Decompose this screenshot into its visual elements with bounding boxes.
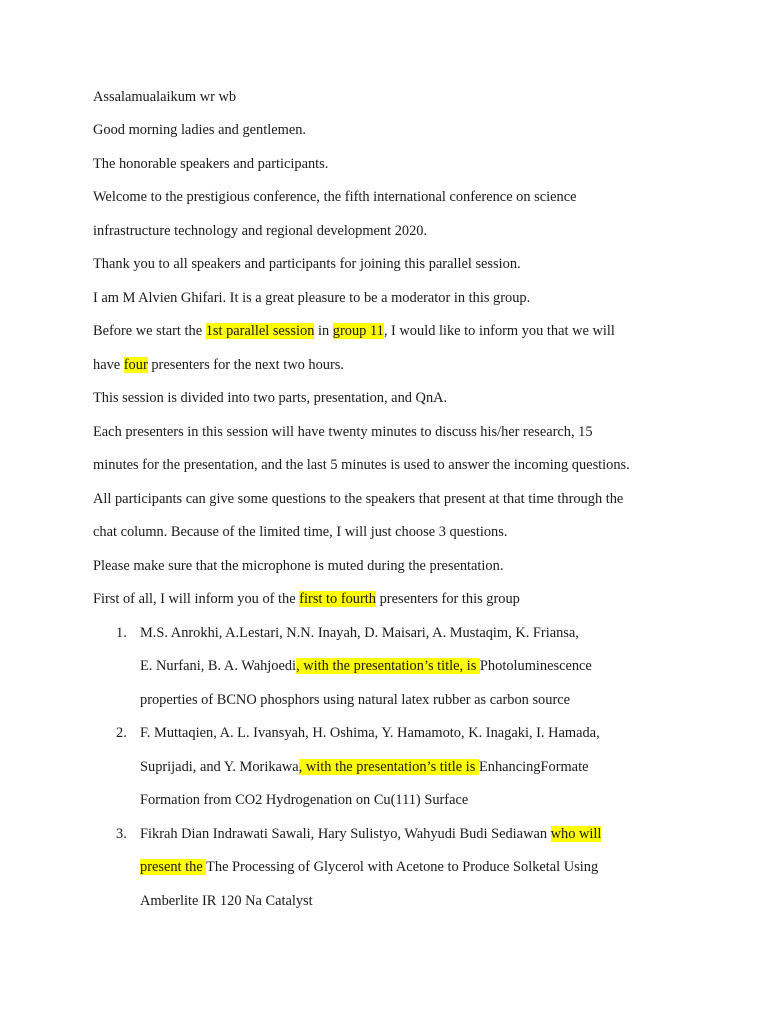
presenter-3-title-end: Amberlite IR 120 Na Catalyst (140, 893, 313, 909)
presenter-2-title-end: Formation from CO2 Hydrogenation on Cu(111) Surface (140, 792, 469, 808)
presenters-text: presenters for the next two hours. (147, 357, 344, 373)
good-morning-line: Good morning ladies and gentlemen. (93, 122, 307, 138)
welcome-line-1: Welcome to the prestigious conference, the fifth international conference on science (93, 189, 577, 205)
highlight-first-to-fourth: first to fourth (299, 591, 376, 607)
participants-line-2: chat column. Because of the limited time, I will just choose 3 questions. (93, 524, 508, 540)
presenter-1-authors-line: M.S. Anrokhi, A.Lestari, N.N. Inayah, D. Maisari, A. Mustaqim, K. Friansa, (140, 625, 579, 641)
highlight-who-will: who will (550, 826, 602, 842)
presenter-3-title-start: The Processing of Glycerol with Acetone to Produce Solketal Using (206, 859, 599, 875)
highlight-group: group 11 (332, 323, 384, 339)
highlight-present-the: present the (140, 859, 207, 875)
have-text: have (93, 357, 124, 373)
presenter-2-title-line (140, 758, 588, 776)
list-number: 2. (116, 725, 127, 741)
honorable-line: The honorable speakers and participants. (93, 156, 329, 172)
highlight-title-phrase: , with the presentation’s title is (298, 759, 479, 775)
highlight-parallel-session: 1st parallel session (205, 323, 315, 339)
presenter-1-authors-end: E. Nurfani, B. A. Wahjoedi (140, 658, 297, 674)
presenter-1-title-line (140, 657, 592, 675)
first-text-b: presenters for this group (376, 591, 520, 607)
session-divided-line: This session is divided into two parts, presentation, and QnA. (93, 390, 448, 406)
first-of-all-line (93, 590, 520, 608)
before-start-line-2 (93, 356, 344, 374)
each-presenter-line-1: Each presenters in this session will have twenty minutes to discuss his/her research, 15 (93, 424, 593, 440)
highlight-four: four (123, 357, 148, 373)
first-text-a: First of all, I will inform you of the (93, 591, 300, 607)
microphone-line: Please make sure that the microphone is muted during the presentation. (93, 558, 504, 574)
presenter-2-authors-end: Suprijadi, and Y. Morikawa (140, 759, 299, 775)
each-presenter-line-2: minutes for the presentation, and the last 5 minutes is used to answer the incoming questions. (93, 457, 630, 473)
list-number: 1. (116, 625, 127, 641)
greeting-line: Assalamualaikum wr wb (93, 89, 237, 105)
welcome-line-2: infrastructure technology and regional development 2020. (93, 223, 428, 239)
participants-line-1: All participants can give some questions to the speakers that present at that time through the (93, 491, 624, 507)
list-number: 3. (116, 826, 127, 842)
presenter-3-title-line (140, 858, 598, 876)
before-text-a: Before we start the (93, 323, 206, 339)
presenter-1-title-end: properties of BCNO phosphors using natural latex rubber as carbon source (140, 692, 571, 708)
highlight-title-phrase: , with the presentation’s title, is (296, 658, 480, 674)
before-start-line-1 (93, 322, 615, 340)
before-text-b: in (314, 323, 333, 339)
before-text-c: , I would like to inform you that we will (383, 323, 615, 339)
thanks-line: Thank you to all speakers and participants for joining this parallel session. (93, 256, 521, 272)
presenter-1-title-start: Photoluminescence (479, 658, 592, 674)
presenter-3-authors-line (140, 825, 601, 843)
presenter-2-authors-line: F. Muttaqien, A. L. Ivansyah, H. Oshima, Y. Hamamoto, K. Inagaki, I. Hamada, (140, 725, 600, 741)
moderator-intro-line: I am M Alvien Ghifari. It is a great pleasure to be a moderator in this group. (93, 290, 531, 306)
presenter-3-authors: Fikrah Dian Indrawati Sawali, Hary Sulistyo, Wahyudi Budi Sediawan (140, 826, 551, 842)
presenter-2-title-start: EnhancingFormate (478, 759, 589, 775)
